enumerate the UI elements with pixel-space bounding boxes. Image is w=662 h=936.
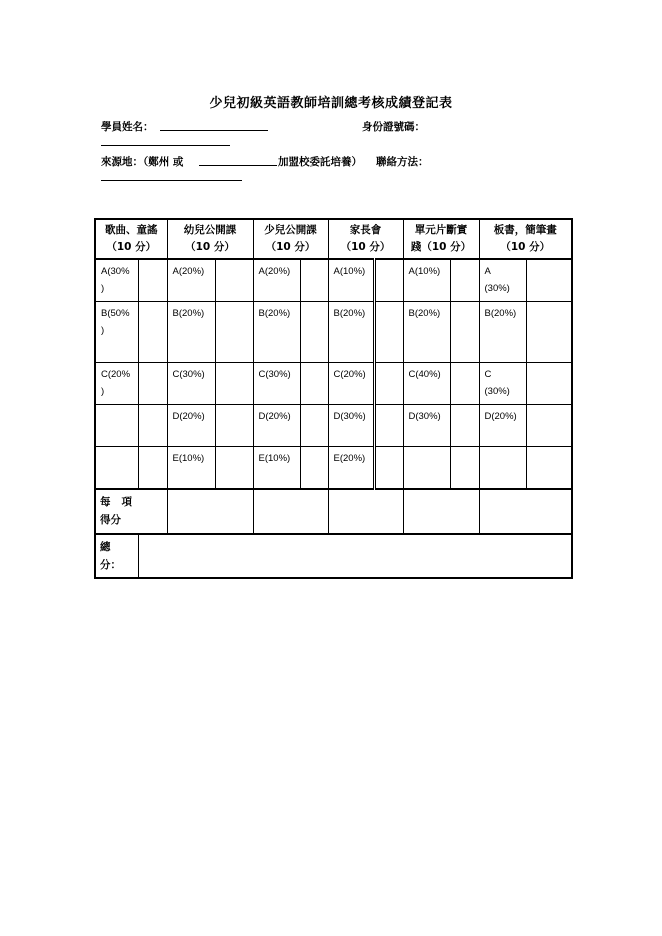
header-blackboard: 板書，簡筆畫 （10 分） <box>479 219 572 259</box>
contact-field[interactable] <box>101 180 242 181</box>
header-unit-practice: 單元片斷實 踐（10 分） <box>403 219 479 259</box>
score-cell[interactable] <box>526 259 572 302</box>
origin-suffix: 加盟校委託培養） <box>278 156 362 168</box>
score-cell[interactable] <box>450 363 479 405</box>
table-row <box>95 302 572 363</box>
item-score-cell[interactable] <box>167 489 253 534</box>
item-score-label: 每 項 得分 <box>95 489 167 534</box>
origin-label: 來源地：（鄭州 或 <box>101 156 184 168</box>
score-cell[interactable] <box>138 447 167 490</box>
score-cell[interactable] <box>374 363 403 405</box>
option-cell: A (30%) <box>479 259 526 302</box>
option-cell: B(20%) <box>479 302 526 363</box>
option-cell: B(20%) <box>328 302 374 363</box>
item-score-cell[interactable] <box>403 489 479 534</box>
header-children-open-class: 少兒公開課 （10 分） <box>253 219 328 259</box>
option-cell: C(30%) <box>253 363 300 405</box>
score-cell[interactable] <box>215 447 253 490</box>
score-cell[interactable] <box>215 363 253 405</box>
student-name-label: 學員姓名： <box>101 121 154 133</box>
option-cell: C (30%) <box>479 363 526 405</box>
option-cell: E(10%) <box>253 447 300 490</box>
student-name-field[interactable] <box>160 130 268 131</box>
option-cell: D(30%) <box>328 405 374 447</box>
score-cell[interactable] <box>374 302 403 363</box>
header-row <box>95 219 572 259</box>
option-cell: E(20%) <box>328 447 374 490</box>
option-cell: D(30%) <box>403 405 450 447</box>
option-cell <box>403 447 450 490</box>
score-cell[interactable] <box>300 363 328 405</box>
assessment-table <box>94 218 573 579</box>
contact-label: 聯絡方法： <box>376 156 429 168</box>
option-cell <box>95 405 138 447</box>
score-cell[interactable] <box>526 447 572 490</box>
score-cell[interactable] <box>215 405 253 447</box>
item-score-row <box>95 489 572 534</box>
option-cell: D(20%) <box>253 405 300 447</box>
item-score-cell[interactable] <box>479 489 572 534</box>
score-cell[interactable] <box>300 302 328 363</box>
table-row <box>95 405 572 447</box>
score-cell[interactable] <box>526 363 572 405</box>
item-score-cell[interactable] <box>253 489 328 534</box>
option-cell: E(10%) <box>167 447 215 490</box>
score-cell[interactable] <box>374 405 403 447</box>
option-cell: A(20%) <box>167 259 215 302</box>
score-cell[interactable] <box>450 259 479 302</box>
table-row <box>95 259 572 302</box>
option-cell: C(30%) <box>167 363 215 405</box>
score-cell[interactable] <box>215 302 253 363</box>
score-cell[interactable] <box>215 259 253 302</box>
form-title: 少兒初級英語教師培訓總考核成績登記表 <box>209 96 453 111</box>
total-score-cell[interactable] <box>138 534 572 578</box>
option-cell: C(20% ) <box>95 363 138 405</box>
table-row <box>95 363 572 405</box>
score-cell[interactable] <box>138 259 167 302</box>
option-cell: A(20%) <box>253 259 300 302</box>
header-songs: 歌曲、童謠 （10 分） <box>95 219 167 259</box>
option-cell: D(20%) <box>479 405 526 447</box>
id-number-label: 身份證號碼： <box>362 121 425 133</box>
score-cell[interactable] <box>300 405 328 447</box>
item-score-cell[interactable] <box>328 489 403 534</box>
total-score-row <box>95 534 572 578</box>
option-cell <box>95 447 138 490</box>
header-parent-meeting: 家長會 （10 分） <box>328 219 403 259</box>
score-cell[interactable] <box>450 447 479 490</box>
origin-school-field[interactable] <box>199 165 277 166</box>
score-cell[interactable] <box>300 447 328 490</box>
id-number-field[interactable] <box>101 145 230 146</box>
option-cell: B(20%) <box>167 302 215 363</box>
option-cell: B(50% ) <box>95 302 138 363</box>
score-cell[interactable] <box>450 302 479 363</box>
option-cell <box>479 447 526 490</box>
option-cell: A(10%) <box>403 259 450 302</box>
score-cell[interactable] <box>450 405 479 447</box>
header-kids-open-class: 幼兒公開課 （10 分） <box>167 219 253 259</box>
score-cell[interactable] <box>374 259 403 302</box>
option-cell: A(10%) <box>328 259 374 302</box>
score-cell[interactable] <box>138 405 167 447</box>
option-cell: C(20%) <box>328 363 374 405</box>
score-cell[interactable] <box>526 405 572 447</box>
option-cell: B(20%) <box>253 302 300 363</box>
option-cell: C(40%) <box>403 363 450 405</box>
option-cell: D(20%) <box>167 405 215 447</box>
option-cell: A(30% ) <box>95 259 138 302</box>
score-cell[interactable] <box>374 447 403 490</box>
score-cell[interactable] <box>138 363 167 405</box>
score-cell[interactable] <box>526 302 572 363</box>
table-row <box>95 447 572 490</box>
option-cell: B(20%) <box>403 302 450 363</box>
score-cell[interactable] <box>138 302 167 363</box>
score-cell[interactable] <box>300 259 328 302</box>
total-score-label: 總 分： <box>95 534 138 578</box>
